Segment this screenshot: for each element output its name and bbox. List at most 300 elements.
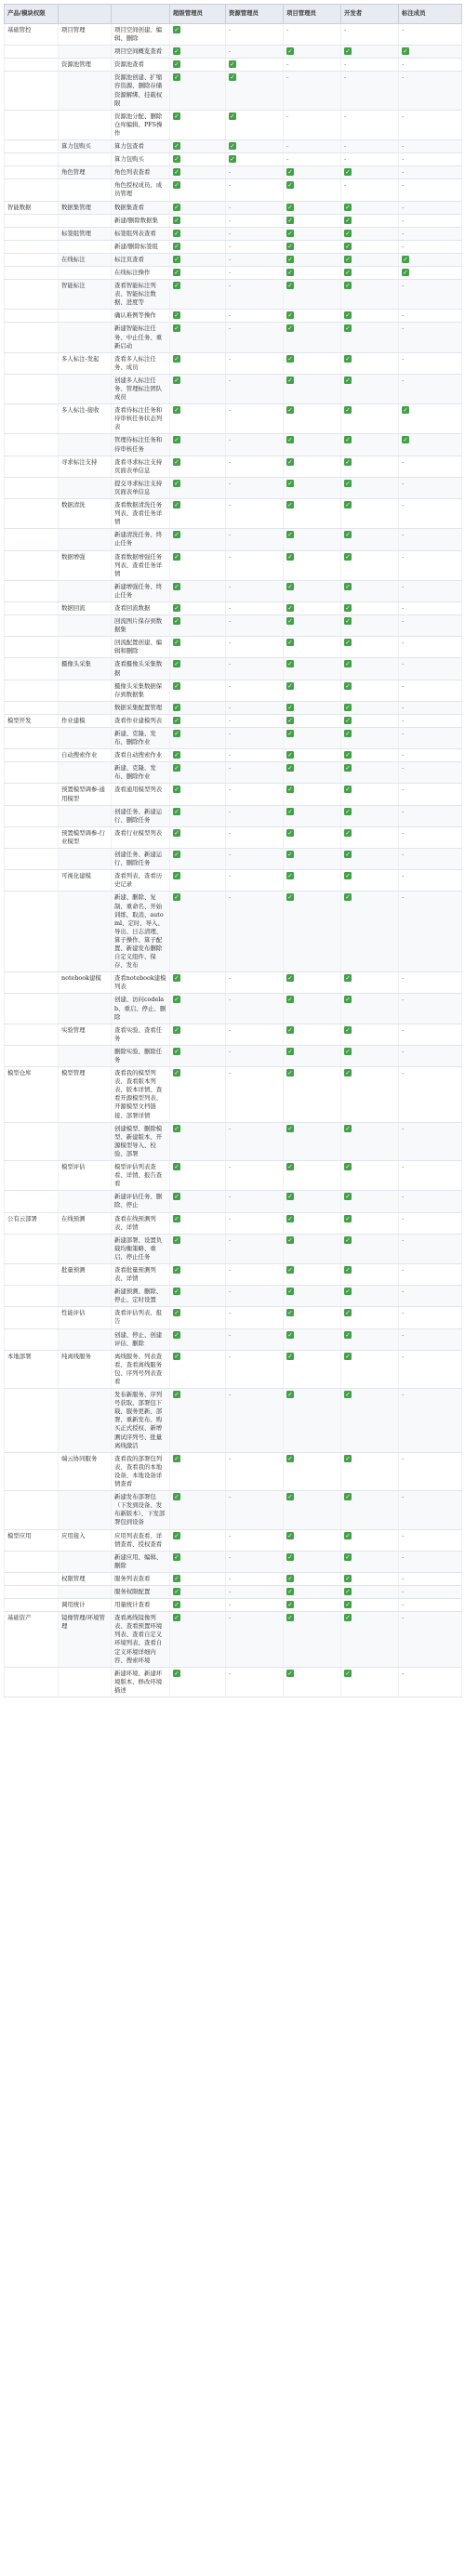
dash-icon: - (229, 324, 232, 333)
super-admin-cell (170, 46, 226, 59)
project-admin-cell (284, 1067, 341, 1123)
dash-icon: - (402, 60, 405, 69)
resource-admin-cell (226, 110, 284, 139)
table-row (5, 1452, 462, 1490)
dash-icon: - (402, 828, 405, 837)
resource-admin-cell (226, 849, 284, 870)
perm-cell: 数据采集配置管理 (112, 701, 170, 714)
func-cell: 算力包购买 (59, 140, 112, 153)
checkmark-icon: ✓ (345, 996, 351, 1004)
resource-admin-cell (226, 1491, 284, 1529)
annotator-cell (399, 280, 462, 310)
checkmark-icon: ✓ (174, 807, 179, 815)
annotator-cell (399, 784, 462, 805)
resource-admin-cell (226, 477, 284, 498)
checkmark-icon: ✓ (287, 479, 293, 487)
developer-cell (341, 240, 399, 253)
perm-cell: 应用列表查看、详情查看、授权查看 (112, 1529, 170, 1551)
module-cell (5, 1122, 59, 1160)
dash-icon: - (229, 181, 232, 190)
table-row (5, 1234, 462, 1263)
annotator-cell (399, 1045, 462, 1066)
super-admin-cell (170, 1389, 226, 1453)
func-cell (59, 701, 112, 714)
annotator-cell (399, 374, 462, 403)
checkmark-icon: ✓ (287, 681, 293, 690)
checkmark-icon: ✓ (287, 1574, 293, 1582)
developer-cell (341, 72, 399, 110)
developer-cell (341, 434, 399, 456)
perm-cell: 发布新服务、序列号获取、部署包下载、服务更新、部署、重新发布、购买正式授权、新增测试序列号、批量离线激活 (112, 1389, 170, 1453)
resource-admin-cell (226, 805, 284, 826)
project-admin-cell (284, 72, 341, 110)
dash-icon: - (402, 1124, 405, 1132)
checkmark-icon: ✓ (174, 531, 179, 539)
func-cell: 端云协同服务 (59, 1452, 112, 1490)
super-admin-cell (170, 601, 226, 614)
table-row (5, 153, 462, 166)
checkmark-icon: ✓ (345, 681, 351, 690)
func-cell: 批量预测 (59, 1263, 112, 1285)
func-cell: 应用接入 (59, 1529, 112, 1551)
developer-cell (341, 477, 399, 498)
dash-icon: - (229, 730, 232, 737)
dash-icon: - (229, 716, 232, 724)
checkmark-icon: ✓ (174, 268, 179, 276)
super-admin-cell (170, 404, 226, 434)
checkmark-icon: ✓ (174, 716, 179, 724)
module-cell (5, 404, 59, 434)
header-project-admin: 项目管理员 (284, 5, 341, 24)
super-admin-cell (170, 310, 226, 323)
resource-admin-cell (226, 1045, 284, 1066)
checkmark-icon: ✓ (345, 751, 351, 760)
dash-icon: - (229, 1493, 232, 1501)
dash-icon: - (344, 142, 347, 151)
dash-icon: - (229, 1265, 232, 1274)
super-admin-cell (170, 1551, 226, 1572)
checkmark-icon: ✓ (287, 531, 293, 539)
resource-admin-cell (226, 1286, 284, 1307)
project-admin-cell (284, 1191, 341, 1212)
dash-icon: - (229, 603, 232, 612)
table-row (5, 166, 462, 179)
table-row (5, 1286, 462, 1307)
checkmark-icon: ✓ (345, 1163, 351, 1171)
dash-icon: - (402, 1352, 405, 1360)
module-cell (5, 972, 59, 994)
dash-icon: - (229, 1163, 232, 1171)
checkmark-icon: ✓ (345, 1124, 351, 1132)
table-row (5, 140, 462, 153)
super-admin-cell (170, 580, 226, 601)
annotator-cell (399, 1599, 462, 1612)
table-row (5, 1263, 462, 1285)
checkmark-icon: ✓ (174, 1587, 179, 1595)
project-admin-cell (284, 1599, 341, 1612)
perm-cell: 服务权限配置 (112, 1585, 170, 1598)
checkmark-icon: ✓ (287, 181, 293, 190)
annotator-cell (399, 892, 462, 972)
dash-icon: - (402, 872, 405, 880)
dash-icon: - (229, 828, 232, 837)
annotator-cell (399, 253, 462, 266)
table-row (5, 323, 462, 352)
func-cell (59, 637, 112, 658)
project-admin-cell (284, 1161, 341, 1191)
project-admin-cell (284, 179, 341, 201)
developer-cell (341, 1529, 399, 1551)
dash-icon: - (229, 1124, 232, 1132)
checkmark-icon: ✓ (345, 479, 351, 487)
module-cell (5, 1286, 59, 1307)
module-cell (5, 615, 59, 637)
dash-icon: - (229, 807, 232, 815)
dash-icon: - (229, 751, 232, 760)
func-cell: 在线预测 (59, 1212, 112, 1234)
perm-cell: 查看自动搜索作业 (112, 749, 170, 762)
module-cell (5, 580, 59, 601)
checkmark-icon: ✓ (345, 1614, 351, 1622)
checkmark-icon: ✓ (345, 851, 351, 859)
module-cell (5, 680, 59, 701)
dash-icon: - (402, 703, 405, 711)
checkmark-icon: ✓ (345, 255, 351, 263)
resource-admin-cell (226, 1389, 284, 1453)
dash-icon: - (402, 751, 405, 760)
annotator-cell (399, 404, 462, 434)
dash-icon: - (229, 872, 232, 880)
resource-admin-cell (226, 892, 284, 972)
table-row (5, 1191, 462, 1212)
checkmark-icon: ✓ (174, 703, 179, 711)
perm-cell: 查看实验、查看任务 (112, 1024, 170, 1045)
dash-icon: - (402, 1163, 405, 1171)
checkmark-icon: ✓ (287, 457, 293, 466)
dash-icon: - (229, 582, 232, 590)
project-admin-cell (284, 323, 341, 352)
super-admin-cell (170, 59, 226, 72)
module-cell: 基础资产 (5, 1612, 59, 1668)
project-admin-cell (284, 870, 341, 892)
perm-cell: 回流图片保存到数据集 (112, 615, 170, 637)
func-cell (59, 434, 112, 456)
table-row (5, 352, 462, 374)
perm-cell: 新建、删除、复制、重命名、开始训练、取消、automl、定时、导入、导出、日志清理、算子操作、算子配置、新建发布删除自定义组件、保存、发布 (112, 892, 170, 972)
checkmark-icon: ✓ (345, 1047, 351, 1055)
perm-cell: 创建多人标注任务、管理标注团队成员 (112, 374, 170, 403)
func-cell: 角色管理 (59, 166, 112, 179)
perm-cell: 查看智能标注列表、智能标注数据、进度等 (112, 280, 170, 310)
checkmark-icon: ✓ (345, 282, 351, 290)
table-row (5, 1024, 462, 1045)
checkmark-icon: ✓ (174, 1601, 179, 1609)
annotator-cell (399, 310, 462, 323)
dash-icon: - (229, 282, 232, 290)
super-admin-cell (170, 1067, 226, 1123)
project-admin-cell (284, 714, 341, 727)
checkmark-icon: ✓ (174, 142, 179, 151)
dash-icon: - (402, 1391, 405, 1399)
developer-cell (341, 870, 399, 892)
project-admin-cell (284, 201, 341, 214)
dash-icon: - (229, 436, 232, 444)
project-admin-cell (284, 1045, 341, 1066)
table-row (5, 658, 462, 680)
module-cell (5, 1234, 59, 1263)
super-admin-cell (170, 153, 226, 166)
annotator-cell (399, 1452, 462, 1490)
module-cell: 公有云部署 (5, 1212, 59, 1234)
func-cell: 多人标注-发起 (59, 352, 112, 374)
project-admin-cell (284, 280, 341, 310)
dash-icon: - (229, 1309, 232, 1317)
dash-icon: - (229, 479, 232, 487)
dash-icon: - (229, 406, 232, 415)
resource-admin-cell (226, 1585, 284, 1598)
checkmark-icon: ✓ (174, 681, 179, 690)
dash-icon: - (229, 703, 232, 711)
developer-cell (341, 637, 399, 658)
perm-cell: 查看数据增强任务列表、查看任务详情 (112, 550, 170, 580)
table-row (5, 892, 462, 972)
developer-cell (341, 826, 399, 848)
header-annotator: 标注成员 (399, 5, 462, 24)
module-cell (5, 280, 59, 310)
annotator-cell (399, 227, 462, 240)
dash-icon: - (402, 1265, 405, 1274)
checkmark-icon: ✓ (287, 828, 293, 837)
dash-icon: - (229, 893, 232, 902)
module-cell (5, 499, 59, 529)
perm-cell: 新建智能标注任务、中止任务、重新启动 (112, 323, 170, 352)
dash-icon: - (229, 764, 232, 773)
perm-cell: 新建、克隆、发布、删除作业 (112, 728, 170, 749)
checkmark-icon: ✓ (345, 216, 351, 224)
project-admin-cell (284, 477, 341, 498)
checkmark-icon: ✓ (174, 155, 179, 164)
super-admin-cell (170, 1286, 226, 1307)
table-row (5, 805, 462, 826)
checkmark-icon: ✓ (403, 268, 408, 276)
perm-cell: 创建任务、新建运行、删除任务 (112, 849, 170, 870)
super-admin-cell (170, 550, 226, 580)
perm-cell: 离线服务、列表查看、查看离线服务包、序列号列表查看 (112, 1350, 170, 1388)
table-row (5, 1551, 462, 1572)
resource-admin-cell (226, 214, 284, 227)
func-cell (59, 994, 112, 1024)
dash-icon: - (402, 168, 405, 177)
resource-admin-cell (226, 434, 284, 456)
checkmark-icon: ✓ (345, 786, 351, 794)
header-permission (112, 5, 170, 24)
dash-icon: - (402, 354, 405, 363)
annotator-cell (399, 434, 462, 456)
checkmark-icon: ✓ (174, 1531, 179, 1539)
checkmark-icon: ✓ (174, 1235, 179, 1244)
checkmark-icon: ✓ (174, 786, 179, 794)
table-row (5, 1307, 462, 1328)
checkmark-icon: ✓ (345, 1587, 351, 1595)
project-admin-cell (284, 658, 341, 680)
checkmark-icon: ✓ (287, 1193, 293, 1201)
project-admin-cell (284, 214, 341, 227)
checkmark-icon: ✓ (230, 142, 235, 151)
developer-cell (341, 749, 399, 762)
super-admin-cell (170, 1572, 226, 1585)
checkmark-icon: ✓ (287, 1587, 293, 1595)
super-admin-cell (170, 529, 226, 550)
table-row (5, 1585, 462, 1598)
dash-icon: - (344, 155, 347, 164)
developer-cell (341, 201, 399, 214)
dash-icon: - (402, 552, 405, 561)
table-row (5, 1122, 462, 1160)
perm-cell: 查看notebook建模列表 (112, 972, 170, 994)
dash-icon: - (402, 851, 405, 859)
super-admin-cell (170, 826, 226, 848)
func-cell (59, 1191, 112, 1212)
func-cell: 数据回流 (59, 601, 112, 614)
project-admin-cell (284, 1612, 341, 1668)
developer-cell (341, 1585, 399, 1598)
module-cell (5, 59, 59, 72)
perm-cell: 在线标注操作 (112, 266, 170, 279)
func-cell (59, 153, 112, 166)
func-cell: 多人标注-接收 (59, 404, 112, 434)
module-cell (5, 1045, 59, 1066)
super-admin-cell (170, 849, 226, 870)
checkmark-icon: ✓ (174, 660, 179, 668)
developer-cell (341, 153, 399, 166)
perm-cell: 算力包查看 (112, 140, 170, 153)
module-cell: 基础管控 (5, 24, 59, 46)
checkmark-icon: ✓ (345, 1025, 351, 1034)
project-admin-cell (284, 240, 341, 253)
annotator-cell (399, 1612, 462, 1668)
project-admin-cell (284, 153, 341, 166)
checkmark-icon: ✓ (287, 996, 293, 1004)
annotator-cell (399, 1350, 462, 1388)
project-admin-cell (284, 227, 341, 240)
checkmark-icon: ✓ (174, 436, 179, 444)
dash-icon: - (402, 1531, 405, 1539)
dash-icon: - (402, 1235, 405, 1244)
developer-cell (341, 1350, 399, 1388)
checkmark-icon: ✓ (287, 974, 293, 983)
developer-cell (341, 550, 399, 580)
super-admin-cell (170, 24, 226, 46)
dash-icon: - (229, 639, 232, 647)
table-row (5, 214, 462, 227)
module-cell: 智能数据 (5, 201, 59, 214)
checkmark-icon: ✓ (287, 1454, 293, 1462)
resource-admin-cell (226, 749, 284, 762)
annotator-cell (399, 214, 462, 227)
checkmark-icon: ✓ (174, 168, 179, 177)
developer-cell (341, 1286, 399, 1307)
annotator-cell (399, 72, 462, 110)
func-cell (59, 1122, 112, 1160)
func-cell (59, 240, 112, 253)
module-cell (5, 214, 59, 227)
table-row (5, 201, 462, 214)
checkmark-icon: ✓ (230, 112, 235, 120)
resource-admin-cell (226, 1122, 284, 1160)
dash-icon: - (286, 26, 289, 33)
resource-admin-cell (226, 1572, 284, 1585)
project-admin-cell (284, 550, 341, 580)
perm-cell: 用量统计查看 (112, 1599, 170, 1612)
developer-cell (341, 456, 399, 477)
dash-icon: - (402, 893, 405, 902)
dash-icon: - (402, 1614, 405, 1622)
developer-cell (341, 352, 399, 374)
func-cell: 数据清洗 (59, 499, 112, 529)
resource-admin-cell (226, 1667, 284, 1697)
checkmark-icon: ✓ (174, 47, 179, 56)
table-row (5, 680, 462, 701)
func-cell (59, 1667, 112, 1697)
super-admin-cell (170, 72, 226, 110)
module-cell (5, 550, 59, 580)
resource-admin-cell (226, 762, 284, 784)
project-admin-cell (284, 374, 341, 403)
table-row (5, 477, 462, 498)
checkmark-icon: ✓ (345, 730, 351, 737)
perm-cell: 新建增强任务、终止任务 (112, 580, 170, 601)
checkmark-icon: ✓ (287, 229, 293, 237)
dash-icon: - (402, 996, 405, 1004)
resource-admin-cell (226, 166, 284, 179)
developer-cell (341, 762, 399, 784)
header-developer: 开发者 (341, 5, 399, 24)
dash-icon: - (402, 181, 405, 190)
checkmark-icon: ✓ (174, 1454, 179, 1462)
developer-cell (341, 227, 399, 240)
resource-admin-cell (226, 870, 284, 892)
project-admin-cell (284, 1307, 341, 1328)
checkmark-icon: ✓ (345, 639, 351, 647)
resource-admin-cell (226, 1452, 284, 1490)
super-admin-cell (170, 1491, 226, 1529)
resource-admin-cell (226, 1067, 284, 1123)
checkmark-icon: ✓ (174, 1574, 179, 1582)
perm-cell: 标注页查看 (112, 253, 170, 266)
func-cell: 寻求标注支持 (59, 456, 112, 477)
resource-admin-cell (226, 580, 284, 601)
project-admin-cell (284, 310, 341, 323)
dash-icon: - (402, 786, 405, 794)
func-cell (59, 374, 112, 403)
table-row (5, 1328, 462, 1350)
super-admin-cell (170, 701, 226, 714)
project-admin-cell (284, 166, 341, 179)
module-cell (5, 762, 59, 784)
module-cell (5, 140, 59, 153)
project-admin-cell (284, 24, 341, 46)
dash-icon: - (402, 282, 405, 290)
perm-cell: 查看列表、查看历史记录 (112, 870, 170, 892)
resource-admin-cell (226, 1529, 284, 1551)
annotator-cell (399, 352, 462, 374)
dash-icon: - (402, 203, 405, 211)
project-admin-cell (284, 529, 341, 550)
dash-icon: - (229, 457, 232, 466)
annotator-cell (399, 1122, 462, 1160)
func-cell (59, 529, 112, 550)
perm-cell: 角色授权成员、成员管理 (112, 179, 170, 201)
